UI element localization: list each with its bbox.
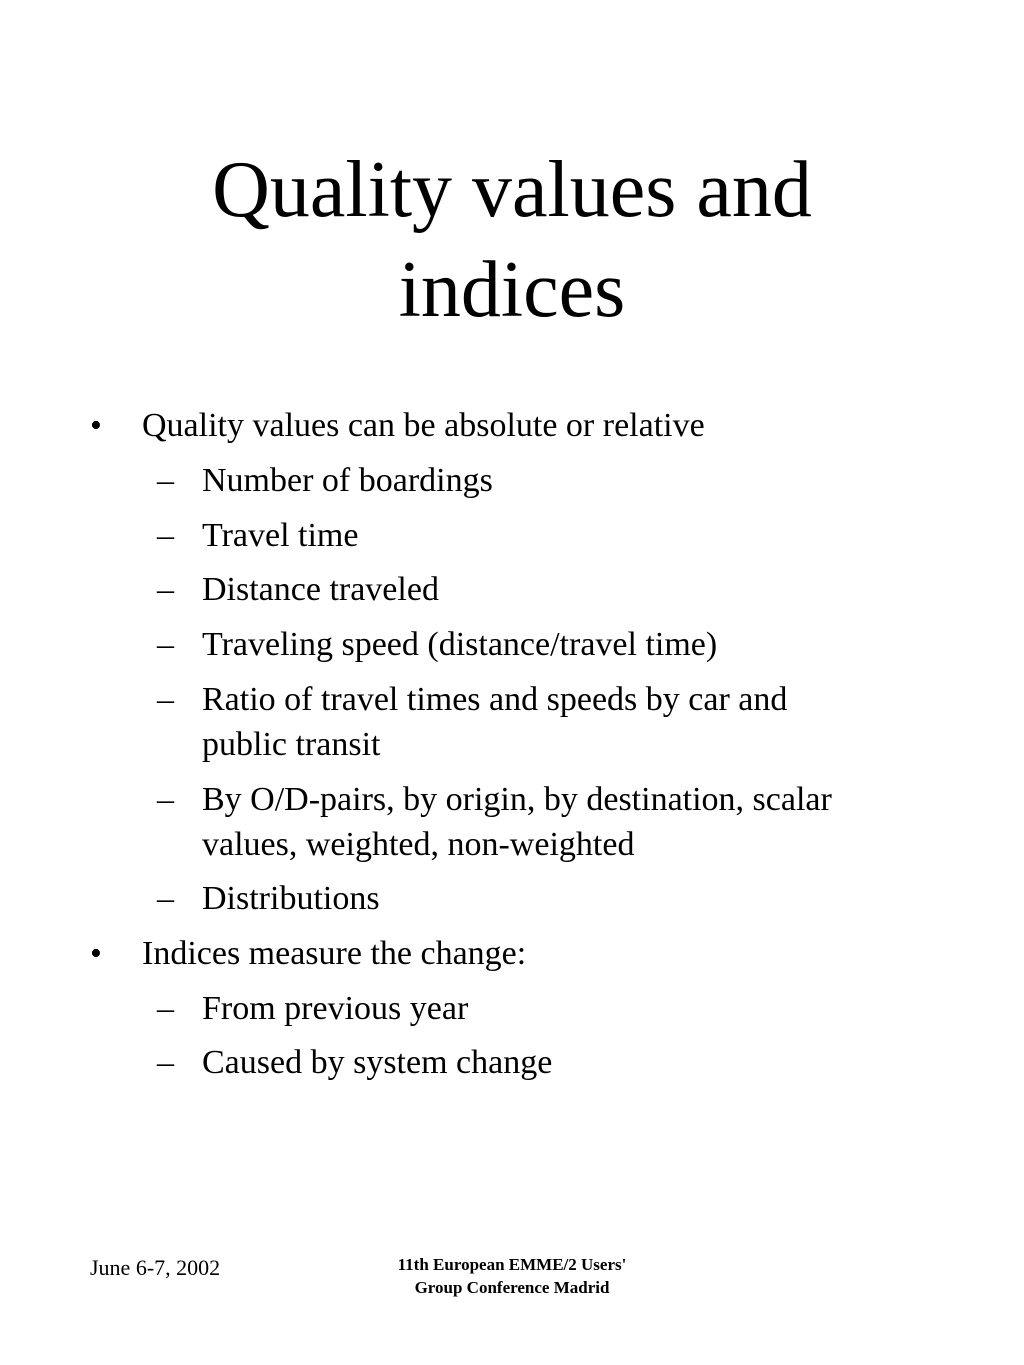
subitem-marker: – (157, 571, 174, 608)
bullet-item: Quality values can be absolute or relative (142, 407, 705, 444)
subitem: Traveling speed (distance/travel time) (202, 626, 718, 663)
bullet-item: Indices measure the change: (142, 935, 527, 972)
subitem-marker: – (157, 990, 174, 1027)
subitem: Distributions (202, 880, 380, 917)
subitem-marker: – (157, 626, 174, 663)
subitem-marker: – (157, 1044, 174, 1081)
footer-date: June 6-7, 2002 (90, 1255, 221, 1280)
subitem-marker: – (157, 517, 174, 554)
bullet-marker: • (90, 407, 102, 444)
subitem-continuation: public transit (202, 726, 381, 763)
bullet-marker: • (90, 935, 102, 972)
footer-conference-line-1: 11th European EMME/2 Users' (397, 1255, 627, 1274)
footer-conference (352, 1253, 672, 1299)
subitem: Distance traveled (202, 571, 439, 608)
subitem-marker: – (157, 681, 174, 718)
subitem-marker: – (157, 781, 174, 818)
subitem: Number of boardings (202, 462, 493, 499)
slide-title-line-2: indices (398, 246, 626, 334)
subitem-continuation: values, weighted, non-weighted (202, 826, 635, 863)
subitem: By O/D-pairs, by origin, by destination, scalar (202, 781, 832, 818)
subitem: Caused by system change (202, 1044, 553, 1081)
subitem: Travel time (202, 517, 359, 554)
subitem-marker: – (157, 462, 174, 499)
footer-conference-line-2: Group Conference Madrid (414, 1278, 610, 1297)
subitem: Ratio of travel times and speeds by car and (202, 681, 788, 718)
subitem: From previous year (202, 990, 469, 1027)
subitem-marker: – (157, 880, 174, 917)
slide-title-line-1: Quality values and (212, 146, 812, 234)
